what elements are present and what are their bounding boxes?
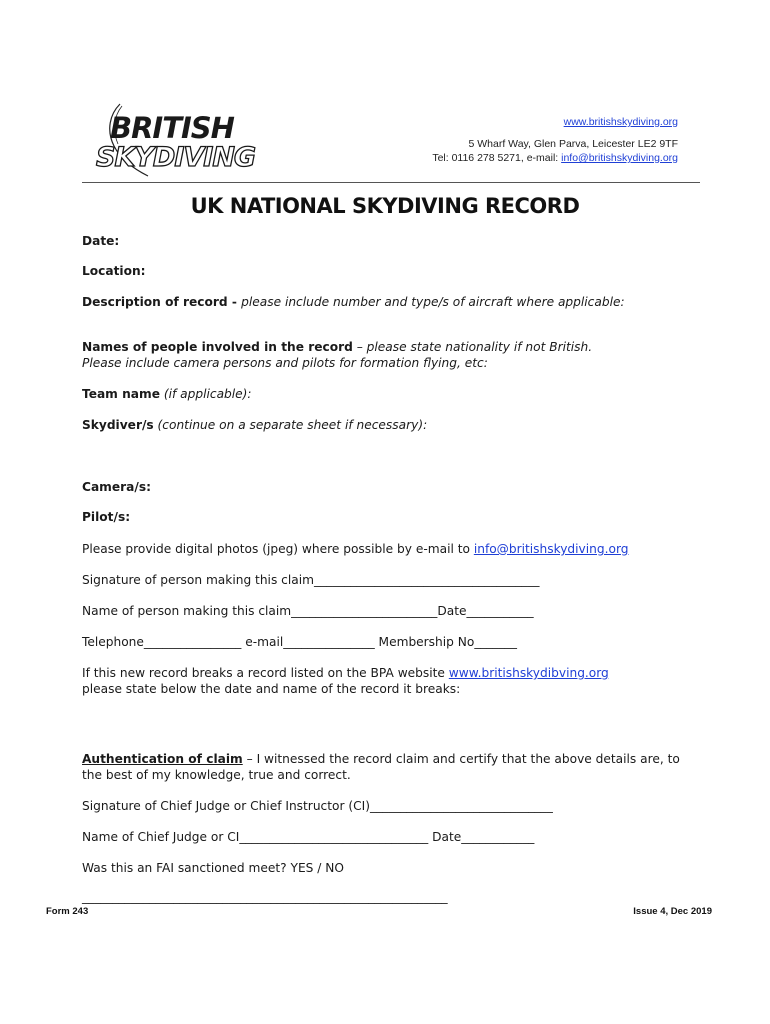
header-divider bbox=[82, 182, 700, 183]
header-email-link[interactable]: info@britishskydiving.org bbox=[561, 152, 678, 164]
breaks-text: If this new record breaks a record listed on the BPA website bbox=[82, 666, 449, 680]
description-field bbox=[82, 295, 625, 309]
bpa-website-link[interactable]: www.britishskydibving.org bbox=[448, 666, 609, 680]
names-hint: – please state nationality if not British. bbox=[352, 340, 593, 354]
svg-text:BRITISH: BRITISH bbox=[110, 111, 234, 145]
issue-date: Issue 4, Dec 2019 bbox=[633, 906, 712, 917]
form-number: Form 243 bbox=[46, 906, 89, 917]
breaks-record-line-2: please state below the date and name of the record it breaks: bbox=[82, 682, 461, 696]
authentication-line-2: the best of my knowledge, true and correct. bbox=[82, 768, 351, 782]
pilot-label: Pilot/s: bbox=[82, 510, 131, 524]
date-label: Date: bbox=[82, 234, 120, 248]
authentication-heading: Authentication of claim bbox=[82, 752, 243, 766]
breaks-record-line bbox=[82, 666, 609, 680]
pilot-field bbox=[82, 510, 130, 524]
website-link[interactable]: www.britishskydiving.org bbox=[563, 116, 678, 128]
authentication-text: – I witnessed the record claim and certify that the above details are, to bbox=[242, 752, 680, 766]
photos-text: Please provide digital photos (jpeg) where possible by e-mail to bbox=[82, 542, 474, 556]
photos-instruction bbox=[82, 542, 628, 556]
page-title: UK NATIONAL SKYDIVING RECORD bbox=[190, 194, 580, 218]
bottom-underline: ____________________________________________________________ bbox=[82, 890, 448, 904]
chief-judge-name-line: Name of Chief Judge or CI_______________________________ Date____________ bbox=[82, 830, 535, 844]
date-field bbox=[82, 234, 119, 248]
header-address: 5 Wharf Way, Glen Parva, Leicester LE2 9TF bbox=[468, 138, 678, 150]
location-field bbox=[82, 264, 146, 278]
british-skydiving-logo bbox=[92, 102, 307, 178]
telephone-line: Telephone________________ e-mail_______________ Membership No_______ bbox=[82, 635, 517, 649]
header-contact bbox=[432, 152, 678, 164]
location-label: Location: bbox=[82, 264, 146, 278]
team-hint: (if applicable): bbox=[160, 387, 252, 401]
skydivers-hint: (continue on a separate sheet if necessary): bbox=[153, 418, 428, 432]
authentication-line bbox=[82, 752, 680, 766]
names-field bbox=[82, 340, 592, 354]
team-field bbox=[82, 387, 252, 401]
names-label: Names of people involved in the record bbox=[82, 340, 353, 354]
camera-label: Camera/s: bbox=[82, 480, 151, 494]
skydivers-label: Skydiver/s bbox=[82, 418, 154, 432]
claimant-signature-line: Signature of person making this claim_____________________________________ bbox=[82, 573, 540, 587]
header-tel: Tel: 0116 278 5271, e-mail: bbox=[432, 152, 562, 164]
team-label: Team name bbox=[82, 387, 160, 401]
description-label: Description of record - bbox=[82, 295, 242, 309]
svg-text:SKYDIVING: SKYDIVING bbox=[96, 142, 256, 173]
chief-judge-signature-line: Signature of Chief Judge or Chief Instructor (CI)______________________________ bbox=[82, 799, 553, 813]
description-hint: please include number and type/s of aircraft where applicable: bbox=[241, 295, 625, 309]
skydivers-field bbox=[82, 418, 427, 432]
claimant-name-line: Name of person making this claim________________________Date___________ bbox=[82, 604, 534, 618]
camera-field bbox=[82, 480, 151, 494]
photos-email-link[interactable]: info@britishskydiving.org bbox=[473, 542, 629, 556]
names-hint-2: Please include camera persons and pilots for formation flying, etc: bbox=[82, 356, 488, 370]
header-website[interactable] bbox=[564, 116, 678, 128]
fai-question: Was this an FAI sanctioned meet? YES / NO bbox=[82, 861, 344, 875]
